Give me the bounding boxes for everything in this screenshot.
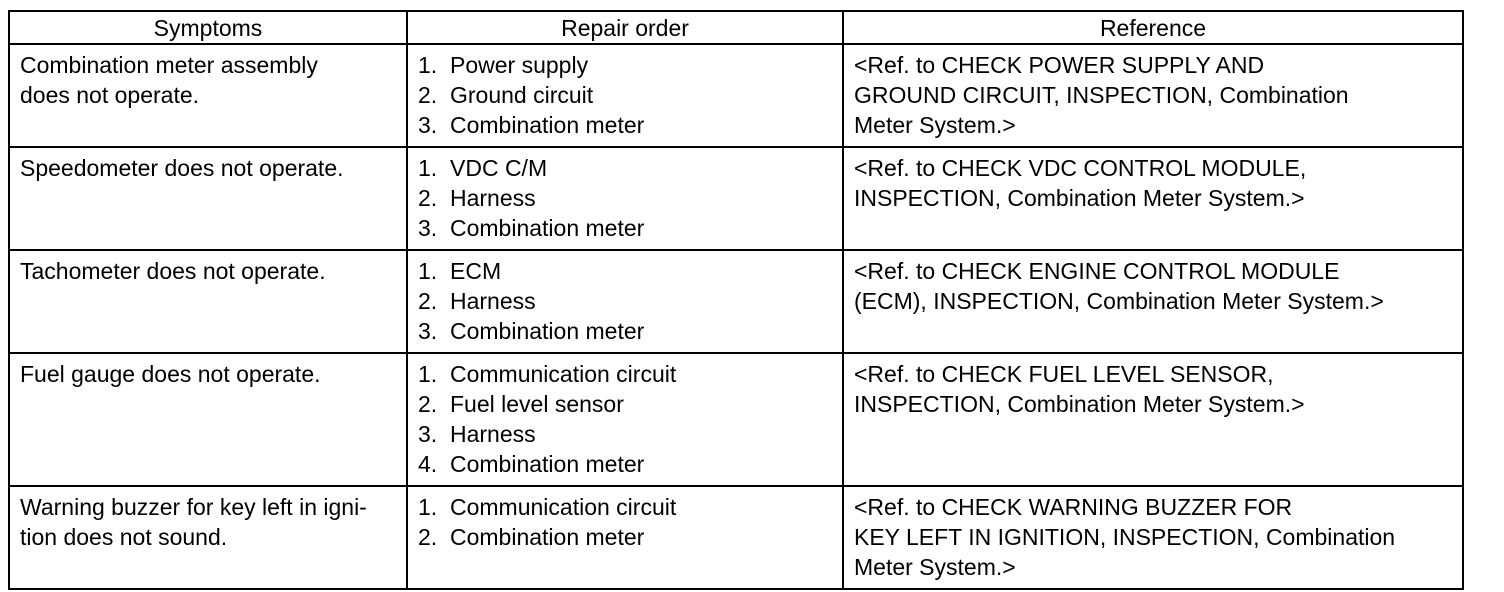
repair-step-text: Power supply bbox=[450, 52, 589, 78]
table-row bbox=[9, 250, 1463, 353]
table-row bbox=[9, 353, 1463, 486]
repair-step-number: 1. bbox=[418, 258, 438, 284]
reference-cell: <Ref. to CHECK ENGINE CONTROL MODULE (ECM), INSPECTION, Combination Meter System.> bbox=[843, 250, 1463, 353]
table-row bbox=[9, 486, 1463, 589]
reference-cell: <Ref. to CHECK VDC CONTROL MODULE, INSPECTION, Combination Meter System.> bbox=[843, 147, 1463, 250]
table-body bbox=[9, 44, 1463, 589]
symptom-cell: Speedometer does not operate. bbox=[9, 147, 407, 250]
repair-step-text: Ground circuit bbox=[450, 82, 594, 108]
repair-step-number: 3. bbox=[418, 421, 438, 447]
repair-step-text: Combination meter bbox=[450, 215, 645, 241]
repair-step-number: 2. bbox=[418, 185, 438, 211]
repair-step-text: Combination meter bbox=[450, 451, 645, 477]
repair-step bbox=[418, 316, 832, 346]
repair-step bbox=[418, 153, 832, 183]
repair-steps-list bbox=[418, 153, 832, 243]
table-row bbox=[9, 44, 1463, 147]
repair-step-text: Combination meter bbox=[450, 318, 645, 344]
repair-steps-list bbox=[418, 492, 832, 552]
reference-cell: <Ref. to CHECK FUEL LEVEL SENSOR, INSPECTION, Combination Meter System.> bbox=[843, 353, 1463, 486]
repair-step-number: 1. bbox=[418, 155, 438, 181]
repair-order-cell bbox=[407, 353, 843, 486]
repair-step-number: 3. bbox=[418, 318, 438, 344]
repair-step-number: 2. bbox=[418, 288, 438, 314]
repair-step-text: Communication circuit bbox=[450, 494, 677, 520]
repair-step-text: VDC C/M bbox=[450, 155, 548, 181]
repair-step-number: 1. bbox=[418, 361, 438, 387]
repair-order-cell bbox=[407, 147, 843, 250]
repair-step-number: 1. bbox=[418, 494, 438, 520]
symptom-cell: Fuel gauge does not operate. bbox=[9, 353, 407, 486]
repair-step-text: Harness bbox=[450, 288, 536, 314]
repair-step-number: 1. bbox=[418, 52, 438, 78]
repair-step-text: Combination meter bbox=[450, 524, 645, 550]
header-reference: Reference bbox=[843, 11, 1463, 44]
repair-step-text: Harness bbox=[450, 185, 536, 211]
repair-step bbox=[418, 50, 832, 80]
repair-step bbox=[418, 522, 832, 552]
repair-order-cell bbox=[407, 486, 843, 589]
repair-step bbox=[418, 492, 832, 522]
symptom-cell: Combination meter assembly does not operate. bbox=[9, 44, 407, 147]
repair-step bbox=[418, 359, 832, 389]
reference-cell: <Ref. to CHECK WARNING BUZZER FOR KEY LEFT IN IGNITION, INSPECTION, Combination Meter System.> bbox=[843, 486, 1463, 589]
repair-step-text: Fuel level sensor bbox=[450, 391, 624, 417]
repair-step bbox=[418, 256, 832, 286]
repair-step bbox=[418, 286, 832, 316]
header-symptoms: Symptoms bbox=[9, 11, 407, 44]
repair-step-text: Communication circuit bbox=[450, 361, 677, 387]
repair-step-number: 2. bbox=[418, 82, 438, 108]
symptom-cell: Tachometer does not operate. bbox=[9, 250, 407, 353]
repair-step-text: Combination meter bbox=[450, 112, 645, 138]
repair-step bbox=[418, 110, 832, 140]
repair-step-number: 2. bbox=[418, 524, 438, 550]
table-header bbox=[9, 11, 1463, 44]
repair-step bbox=[418, 449, 832, 479]
repair-step-number: 2. bbox=[418, 391, 438, 417]
repair-step bbox=[418, 80, 832, 110]
table-row bbox=[9, 147, 1463, 250]
repair-step-text: ECM bbox=[450, 258, 502, 284]
diagnosis-table bbox=[8, 10, 1464, 590]
repair-step bbox=[418, 183, 832, 213]
header-row bbox=[9, 11, 1463, 44]
repair-steps-list bbox=[418, 256, 832, 346]
repair-step-text: Harness bbox=[450, 421, 536, 447]
repair-order-cell bbox=[407, 44, 843, 147]
header-repair-order: Repair order bbox=[407, 11, 843, 44]
repair-step bbox=[418, 213, 832, 243]
repair-step bbox=[418, 419, 832, 449]
symptom-cell: Warning buzzer for key left in igni- tion does not sound. bbox=[9, 486, 407, 589]
repair-step-number: 3. bbox=[418, 112, 438, 138]
repair-step-number: 4. bbox=[418, 451, 438, 477]
repair-steps-list bbox=[418, 50, 832, 140]
repair-step-number: 3. bbox=[418, 215, 438, 241]
repair-order-cell bbox=[407, 250, 843, 353]
repair-steps-list bbox=[418, 359, 832, 479]
repair-step bbox=[418, 389, 832, 419]
reference-cell: <Ref. to CHECK POWER SUPPLY AND GROUND CIRCUIT, INSPECTION, Combination Meter System.> bbox=[843, 44, 1463, 147]
